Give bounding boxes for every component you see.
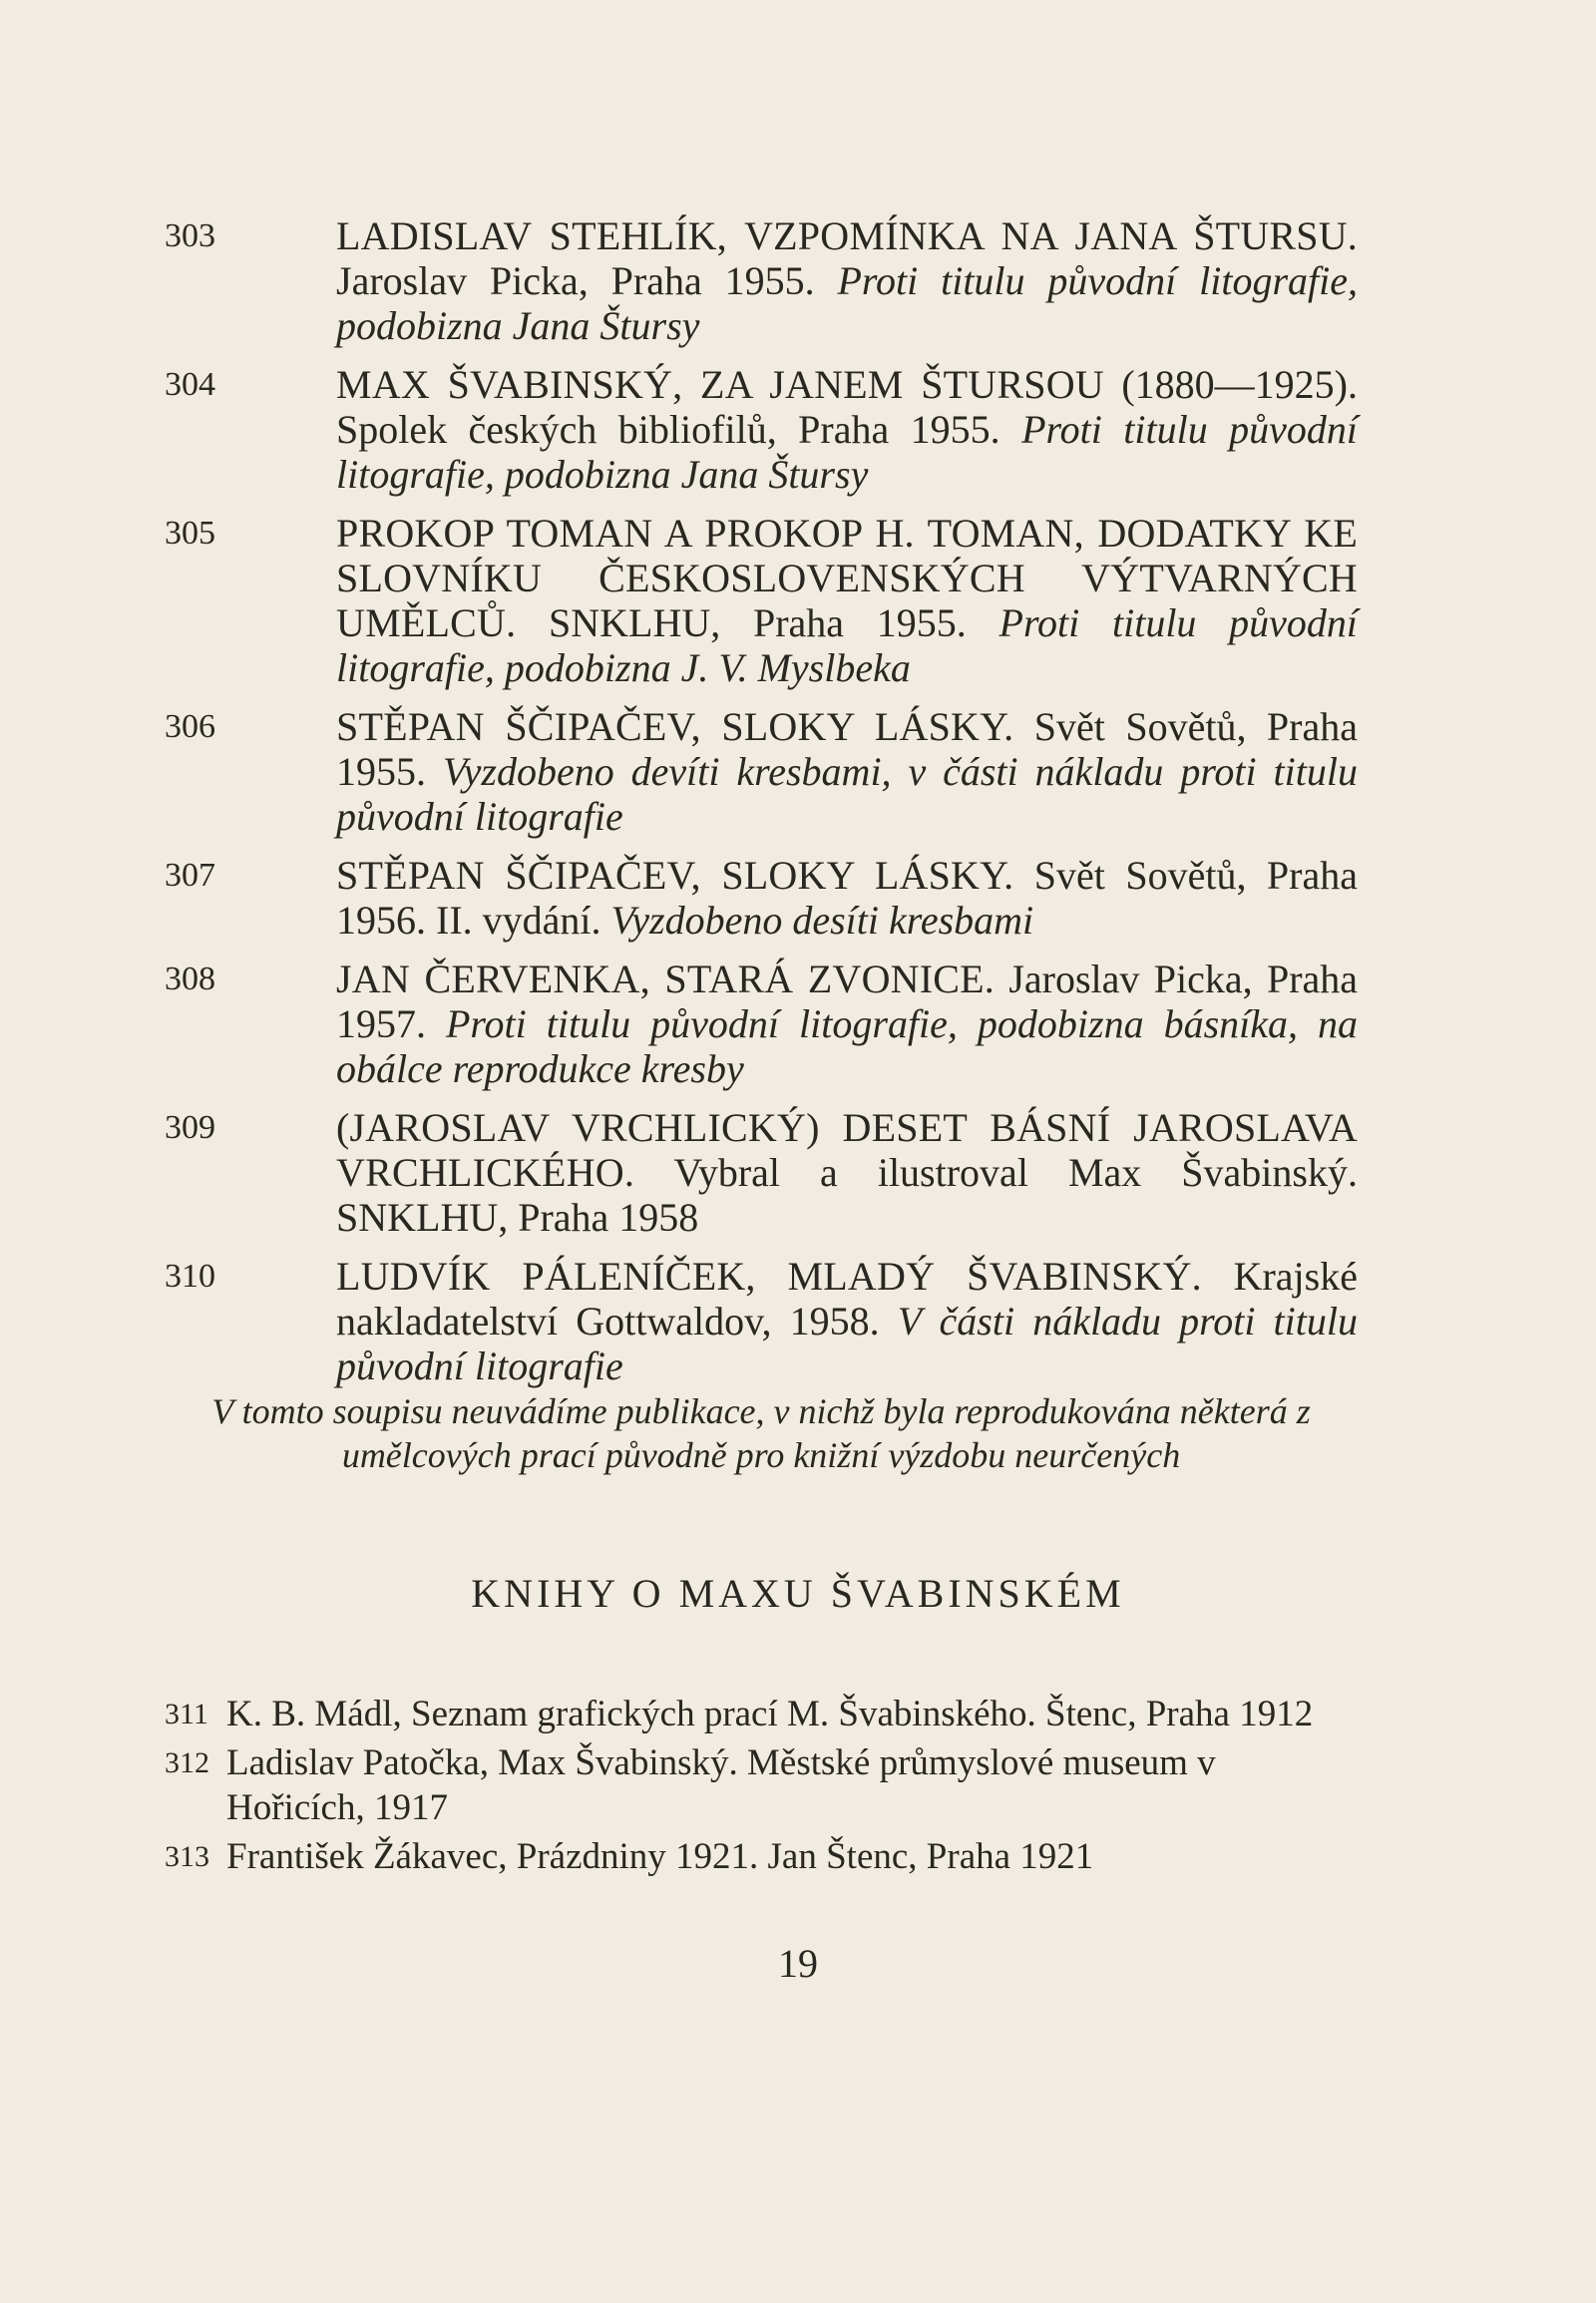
list-item — [165, 1692, 1358, 1736]
bibliography-list — [165, 213, 1358, 1402]
list-item — [165, 1740, 1358, 1830]
entry-publisher: Krajské nakladatelství Gottwaldov, 1958. — [336, 1254, 1358, 1343]
list-item — [165, 957, 1358, 1091]
entry-note: Proti titulu původní litografie, podobizna Jana Štursy — [336, 407, 1359, 497]
entry-number: 304 — [165, 366, 215, 403]
entry-number: 309 — [165, 1109, 215, 1146]
entry-note: V části nákladu proti titulu původní litografie — [336, 1299, 1359, 1388]
footnote: V tomto soupisu neuvádíme publikace, v nichž byla reprodukována některá z umělcových prací původně pro knižní výzdobu neurčených — [211, 1391, 1311, 1475]
entry-publisher: Vybral a ilustroval Max Švabinský. SNKLHU, Praha 1958 — [336, 1150, 1358, 1240]
entry-note: Proti titulu původní litografie, podobizna J. V. Myslbeka — [336, 600, 1359, 690]
entry-text: František Žákavec, Prázdniny 1921. Jan Štenc, Praha 1921 — [226, 1836, 1094, 1877]
entry-text: K. B. Mádl, Seznam grafických prací M. Švabinského. Štenc, Praha 1912 — [226, 1694, 1314, 1734]
entry-title: JAN ČERVENKA, STARÁ ZVONICE. — [336, 957, 995, 1001]
entry-number: 312 — [165, 1746, 209, 1779]
entry-number: 305 — [165, 515, 215, 552]
entry-note: Vyzdobeno desíti kresbami — [610, 898, 1034, 943]
section-heading: KNIHY O MAXU ŠVABINSKÉM — [471, 1571, 1125, 1616]
entry-title: (JAROSLAV VRCHLICKÝ) DESET BÁSNÍ JAROSLAVA VRCHLICKÉHO. — [336, 1105, 1358, 1195]
list-item — [165, 1254, 1358, 1388]
entry-publisher: (1880—1925). Spolek českých bibliofilů, Praha 1955. — [336, 362, 1358, 452]
list-item — [165, 511, 1358, 690]
entry-note: Proti titulu původní litografie, podobizna básníka, na obálce reprodukce kresby — [336, 1001, 1359, 1091]
entry-number: 313 — [165, 1840, 209, 1873]
page-number: 19 — [778, 1941, 818, 1986]
entry-title: LUDVÍK PÁLENÍČEK, MLADÝ ŠVABINSKÝ. — [336, 1254, 1202, 1299]
list-item — [165, 1834, 1358, 1879]
entry-number: 306 — [165, 708, 215, 745]
list-item — [165, 704, 1358, 839]
list-item — [165, 362, 1358, 497]
entry-publisher: Jaroslav Picka, Praha 1955. — [336, 258, 815, 303]
entry-publisher: SNKLHU, Praha 1955. — [549, 600, 967, 645]
entry-number: 311 — [165, 1698, 208, 1730]
entry-title: LADISLAV STEHLÍK, VZPOMÍNKA NA JANA ŠTURSU. — [336, 213, 1358, 258]
entry-number: 310 — [165, 1258, 215, 1295]
books-list — [165, 1692, 1358, 1883]
entry-number: 303 — [165, 217, 215, 254]
entry-publisher: Jaroslav Picka, Praha 1957. — [336, 957, 1359, 1046]
entry-number: 308 — [165, 960, 215, 997]
entry-title: MAX ŠVABINSKÝ, ZA JANEM ŠTURSOU — [336, 362, 1104, 407]
entry-publisher: Svět Sovětů, Praha 1955. — [336, 704, 1358, 794]
entry-title: PROKOP TOMAN A PROKOP H. TOMAN, DODATKY KE SLOVNÍKU ČESKOSLOVENSKÝCH VÝTVARNÝCH UMĚLCŮ. — [336, 511, 1358, 645]
list-item — [165, 213, 1358, 348]
entry-title: STĚPAN ŠČIPAČEV, SLOKY LÁSKY. — [336, 704, 1014, 749]
entry-note: Proti titulu původní litografie, podobizna Jana Štursy — [336, 258, 1359, 348]
entry-note: Vyzdobeno devíti kresbami, v části nákladu proti titulu původní litografie — [336, 749, 1358, 839]
list-item — [165, 853, 1358, 943]
entry-text: Ladislav Patočka, Max Švabinský. Městské průmyslové museum v Hořicích, 1917 — [226, 1742, 1216, 1828]
list-item — [165, 1105, 1358, 1240]
entry-publisher: Svět Sovětů, Praha 1956. II. vydání. — [336, 853, 1358, 943]
entry-number: 307 — [165, 857, 215, 894]
entry-title: STĚPAN ŠČIPAČEV, SLOKY LÁSKY. — [336, 853, 1014, 898]
